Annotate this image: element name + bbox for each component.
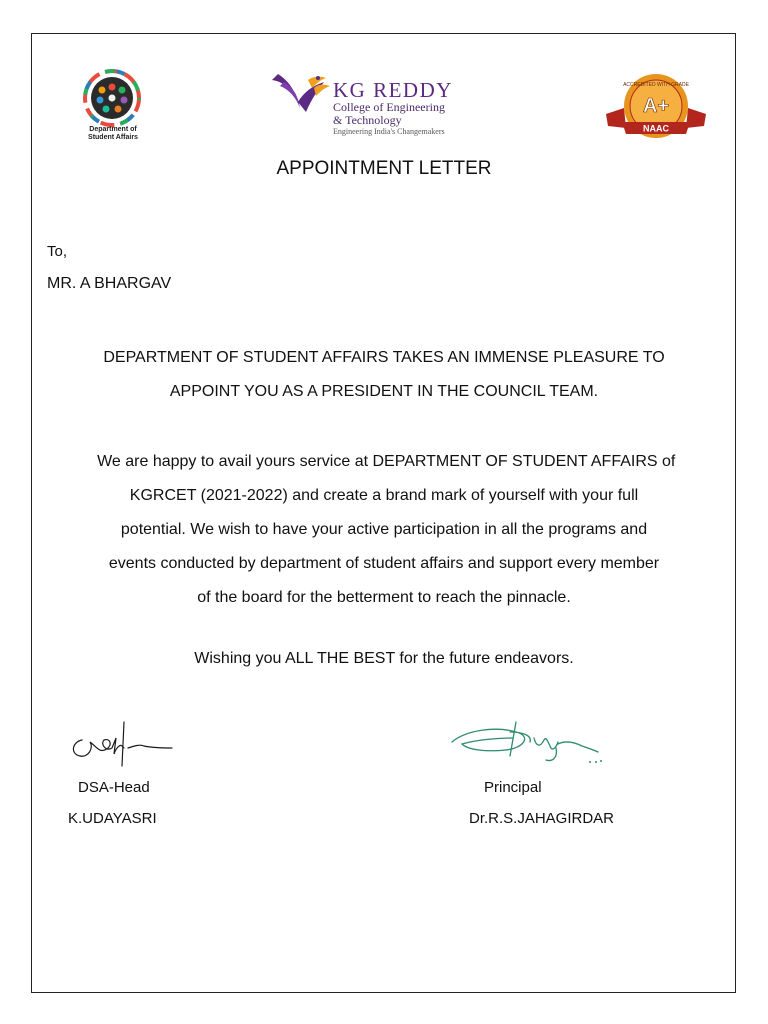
college-subtitle-2: & Technology [333,113,402,127]
college-tagline: Engineering India's Changemakers [333,127,445,136]
paragraph-line: events conducted by department of student affairs and support every member [108,555,660,572]
dsa-caption-line-1: Department of [89,126,137,133]
letter-title: APPOINTMENT LETTER [276,158,492,179]
naac-badge-icon [604,72,708,148]
paragraph-line: potential. We wish to have your active participation in all the programs and [120,521,648,538]
appointment-paragraph [40,341,728,409]
paragraph-line: We are happy to avail yours service at DEPARTMENT OF STUDENT AFFAIRS of [92,453,676,470]
right-signatory-name: Dr.R.S.JAHAGIRDAR [469,810,615,827]
dsa-caption-line-2: Student Affairs [88,134,138,141]
right-signatory-role: Principal [484,779,542,796]
college-name: KG REDDY [333,78,453,102]
college-subtitle-1: College of Engineering [333,100,445,114]
paragraph-line: of the board for the betterment to reach the pinnacle. [197,589,571,606]
naac-label: NAAC [643,123,669,134]
naac-ring-text: ACCREDITED WITH GRADE [623,82,689,88]
left-signatory-role: DSA-Head [78,779,150,796]
paragraph-line: APPOINT YOU AS A PRESIDENT IN THE COUNCIL TEAM. [169,383,599,400]
closing-line: Wishing you ALL THE BEST for the future endeavors. [194,650,574,667]
naac-grade: A+ [642,95,670,117]
dsa-logo-caption [68,126,158,142]
body-paragraph [40,445,728,615]
left-signatory-name: K.UDAYASRI [68,810,157,827]
kg-reddy-bird-icon [268,72,332,116]
paragraph-line: KGRCET (2021-2022) and create a brand mark of yourself with your full [129,487,639,504]
dsa-head-signature [68,718,174,770]
salutation: To, [47,243,68,260]
principal-signature [446,712,604,770]
paragraph-line: DEPARTMENT OF STUDENT AFFAIRS TAKES AN IMMENSE PLEASURE TO [103,349,665,366]
recipient-name: MR. A BHARGAV [47,275,172,292]
